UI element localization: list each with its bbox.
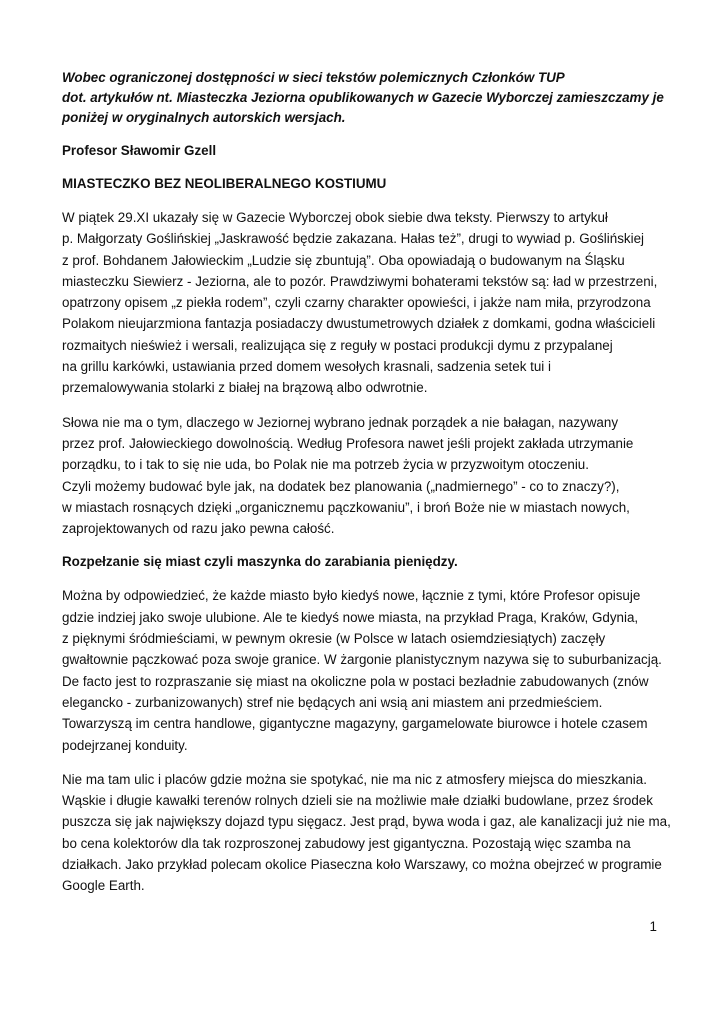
author-name: Profesor Sławomir Gzell: [62, 143, 217, 158]
paragraph: [62, 585, 665, 755]
paragraph-line: przemalowywania stolarki z białej na brązową albo odwrotnie.: [62, 380, 428, 396]
paragraph-line: opatrzony opisem „z piekła rodem”, czyli czarny charakter opowieści, i jakże nam miła, przyrodzona: [62, 295, 651, 311]
paragraph-line: Można by odpowiedzieć, że każde miasto było kiedyś nowe, łącznie z tymi, które Profesor opisuje: [62, 588, 641, 604]
paragraph-line: z pięknymi śródmieściami, w pewnym okresie (w Polsce w latach osiemdziesiątych) zaczęły: [62, 631, 606, 647]
paragraph-line: Słowa nie ma o tym, dlaczego w Jeziornej wybrano jednak porządek a nie bałagan, nazywany: [62, 414, 619, 430]
paragraph-line: Polakom nieujarzmiona fantazja posiadaczy dwustumetrowych działek z domkami, godna właścicieli: [62, 316, 656, 332]
intro-line: poniżej w oryginalnych autorskich wersjach.: [62, 110, 346, 125]
paragraph-line: gwałtownie pączkować poza swoje granice. W żargonie planistycznym nazywa się to suburbanizacją.: [62, 652, 662, 668]
paragraph-line: w miastach rosnących dzięki „organicznemu pączkowaniu”, i broń Boże nie w miastach nowych,: [62, 499, 630, 515]
paragraph-line: przez prof. Jałowieckiego dowolnością. Według Profesora nawet jeśli projekt zakłada utrzymanie: [62, 435, 634, 451]
intro-line: dot. artykułów nt. Miasteczka Jeziorna opublikowanych w Gazecie Wyborczej zamieszczamy je: [62, 90, 664, 105]
paragraph-line: De facto jest to rozpraszanie się miast na okoliczne pola w postaci bezładnie zabudowanych (znów: [62, 673, 649, 689]
paragraph-line: z prof. Bohdanem Jałowieckim „Ludzie się zbuntują”. Oba opowiadają o budowanym na Śląsku: [62, 252, 625, 268]
page-number: 1: [649, 919, 657, 934]
paragraph-line: W piątek 29.XI ukazały się w Gazecie Wyborczej obok siebie dwa teksty. Pierwszy to artykuł: [62, 210, 608, 225]
paragraph-line: rozmaitych nieśwież i wersali, realizująca się z reguły w postaci produkcji dymu z przypalanej: [62, 337, 613, 353]
paragraph-line: elegancko - zurbanizowanych) stref nie będących ani wsią ani miastem ani przedmieściem.: [62, 694, 603, 710]
paragraph-line: Czyli możemy budować byle jak, na dodatek bez planowania („nadmiernego” - co to znaczy?),: [62, 478, 620, 494]
paragraph-line: bo cena kolektorów dla tak rozproszonej zabudowy jest gigantyczna. Pozostają więc szamba na: [62, 835, 631, 851]
paragraph: [62, 207, 665, 399]
paragraph-line: p. Małgorzaty Goślińskiej „Jaskrawość będzie zakazana. Hałas też”, drugi to wywiad p. Goślińskiej: [62, 231, 644, 247]
paragraph-line: działkach. Jako przykład polecam okolice Piaseczna koło Warszawy, co można obejrzeć w programie: [62, 857, 662, 873]
paragraph-line: gdzie indziej jako swoje ulubione. Ale te kiedyś nowe miasta, na przykład Praga, Kraków, Gdynia,: [62, 609, 639, 625]
intro-note: [62, 68, 665, 128]
paragraph-line: na grillu karkówki, ustawiania przed domem wesołych krasnali, sadzenia setek tui i: [62, 359, 551, 375]
paragraph-line: zaprojektowanych od razu jako pewna całość.: [62, 521, 335, 537]
article-title: MIASTECZKO BEZ NEOLIBERALNEGO KOSTIUMU: [62, 176, 387, 191]
paragraph-line: miasteczku Siewierz - Jeziorna, ale to pozór. Prawdziwymi bohaterami tekstów są: ład w przestrzeni,: [62, 273, 658, 289]
paragraph-line: Google Earth.: [62, 878, 145, 894]
paragraph-line: Towarzyszą im centra handlowe, gigantyczne magazyny, gargamelowate biurowce i hotele czasem: [62, 716, 648, 732]
paragraph-line: Wąskie i długie kawałki terenów rolnych dzieli sie na możliwie małe działki budowlane, przez środek: [62, 793, 653, 809]
paragraph-line: Nie ma tam ulic i placów gdzie można sie spotykać, nie ma nic z atmosfery miejsca do mieszkania.: [62, 771, 647, 787]
paragraph-line: puszcza się jak największy dojazd typu sięgacz. Jest prąd, bywa woda i gaz, ale kanalizacji już nie ma,: [62, 814, 671, 830]
paragraph: [62, 769, 671, 897]
paragraph-line: podejrzanej konduity.: [62, 737, 188, 753]
section-heading: Rozpełzanie się miast czyli maszynka do zarabiania pieniędzy.: [62, 554, 458, 570]
paragraph: [62, 412, 665, 540]
intro-line: Wobec ograniczonej dostępności w sieci tekstów polemicznych Członków TUP: [62, 70, 565, 85]
paragraph-line: porządku, to i tak to się nie uda, bo Polak nie ma potrzeb życia w przyzwoitym otoczeniu.: [62, 457, 589, 473]
